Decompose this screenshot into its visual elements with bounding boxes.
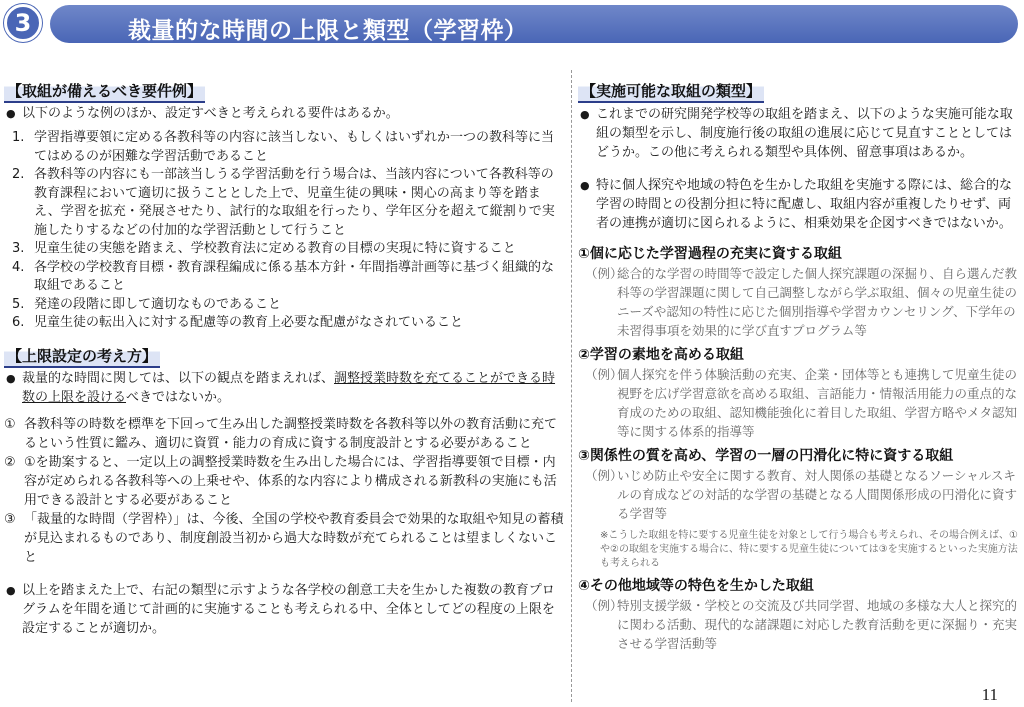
list-item: ③ 「裁量的な時間（学習枠）」は、今後、全国の学校や教育委員会で効果的な取組や知見の蓄積が見込まれるものであり、制度創設当初から過大な時数が充てられることは望ましくないこと: [4, 511, 564, 565]
types-bullet-2: ● 特に個人探究や地域の特色を生かした取組を実施する際には、総合的な学習の時間との役割分担に特に配慮し、取組内容が重複したりせず、両者の連携が適切に図られるように、相乗効果を企図すべきではないか。: [580, 178, 1013, 231]
list-item: 3. 児童生徒の実態を踏まえ、学校教育法に定める教育の目標の実現に特に資すること: [12, 241, 516, 256]
type-example: （例） いじめ防止や安全に関する教育、対人関係の基礎となるソーシャルスキルの育成などの対話的な学習の基礎となる人間関係形成の円滑化に資する学習等: [585, 468, 1018, 521]
page-title: 裁量的な時間の上限と類型（学習枠）: [128, 18, 528, 44]
list-item: 4. 各学校の学校教育目標・教育課程編成に係る基本方針・年間指導計画等に基づく組織的な取組であること: [12, 259, 555, 293]
bullet-icon: ●: [580, 108, 590, 121]
list-item: 6. 児童生徒の転出入に対する配慮等の教育上必要な配慮がなされていること: [12, 315, 464, 330]
bullet-icon: ●: [6, 107, 16, 120]
requirements-intro: ● 以下のような例のほか、設定すべきと考えられる要件はあるか。: [6, 106, 399, 121]
list-item: 2. 各教科等の内容にも一部該当しうる学習活動を行う場合は、当該内容について各教科等の教育課程において適切に扱うこととした上で、児童生徒の興味・関心の高まり等を踏まえ、学習を拡充・発展させたり、試行的な取組を行ったり、学年区分を超えて縦割りで実施したりするなどの付加的な学習活動として行うこと: [12, 167, 555, 238]
page-number: 11: [981, 685, 998, 704]
requirements-heading: 【取組が備えるべき要件例】: [4, 80, 205, 103]
type-example: （例） 特別支援学級・学校との交流及び共同学習、地域の多様な大人と探究的に関わる活動、現代的な諸課題に対応した教育活動を更に深掘り・充実させる学習活動等: [585, 598, 1018, 651]
type-block: [578, 447, 1018, 523]
type-block: [578, 346, 1018, 441]
types-bullet-1: ● これまでの研究開発学校等の取組を踏まえ、以下のような実施可能な取組の類型を示し、制度施行後の取組の進展に応じて見直すこととしてはどうか。この他に考えられる類型や具体例、留意事項はあるか。: [580, 107, 1013, 160]
title-bar: [50, 5, 1018, 43]
type-example: （例） 個人探究を伴う体験活動の充実、企業・団体等とも連携して児童生徒の視野を広げ学習意欲を高める取組、言語能力・情報活用能力の重点的な育成のための取組、認知機能強化に着目した取組、学習方略やメタ認知等に関する体系的指導等: [585, 367, 1018, 439]
type-block: [578, 245, 1018, 340]
type-title: ②学習の素地を高める取組: [578, 347, 744, 363]
limit-list: [4, 415, 566, 567]
type-block: [578, 577, 1018, 653]
bullet-icon: ●: [6, 371, 16, 385]
column-divider: [571, 70, 572, 702]
list-item: ① 各教科等の時数を標準を下回って生み出した調整授業時数を各教科等以外の教育活動に充てるという性質に鑑み、適切に資質・能力の育成に資する制度設計とする必要があること: [4, 416, 558, 451]
type-title: ③関係性の質を高め、学習の一層の円滑化に特に資する取組: [578, 448, 954, 464]
footnote: ※こうした取組を特に要する児童生徒を対象として行う場合も考えられ、その場合例えば、①や②の取組を実施する場合に、特に要する児童生徒については③を実施するといった実施方法も考えられる: [600, 530, 1018, 569]
limit-heading: 【上限設定の考え方】: [4, 345, 160, 368]
type-example: （例） 総合的な学習の時間等で設定した個人探究課題の深掘り、自ら選んだ教科等の学習課題に関して自己調整しながら学ぶ取組、個々の児童生徒のニーズや認知の特性に応じた個別指導や学習カウンセリング、下学年の未習得事項を効果的に学び直すプログラム等: [585, 266, 1018, 338]
section-number-badge: 3: [4, 4, 42, 42]
list-item: ② ①を勘案すると、一定以上の調整授業時数を生み出した場合には、学習指導要領で目標・内容が定められる各教科等への上乗せや、体系的な内容により構成される新教科の実施にも活用できる設計とする必要があること: [4, 454, 557, 508]
bullet-icon: ●: [580, 179, 590, 192]
limit-intro: ● 裁量的な時間に関しては、以下の観点を踏まえれば、調整授業時数を充てることができる時数の上限を設けるべきではないか。: [6, 370, 556, 405]
left-column: [4, 80, 566, 638]
type-title: ①個に応じた学習過程の充実に資する取組: [578, 246, 842, 262]
list-item: 1. 学習指導要領に定める各教科等の内容に該当しない、もしくはいずれか一つの教科等に当てはめるのが困難な学習活動であること: [12, 130, 555, 164]
right-column: [578, 80, 1018, 653]
requirements-list: [4, 129, 566, 333]
type-title: ④その他地域等の特色を生かした取組: [578, 578, 814, 594]
bullet-icon: ●: [6, 583, 16, 597]
list-item: 5. 発達の段階に即して適切なものであること: [12, 296, 282, 312]
limit-closing: ● 以上を踏まえた上で、右記の類型に示すような各学校の創意工夫を生かした複数の教育プログラムを年間を通じて計画的に実施することも考えられる中、全体としてどの程度の上限を設定することが適切か。: [6, 582, 555, 636]
types-heading: 【実施可能な取組の類型】: [578, 80, 764, 103]
